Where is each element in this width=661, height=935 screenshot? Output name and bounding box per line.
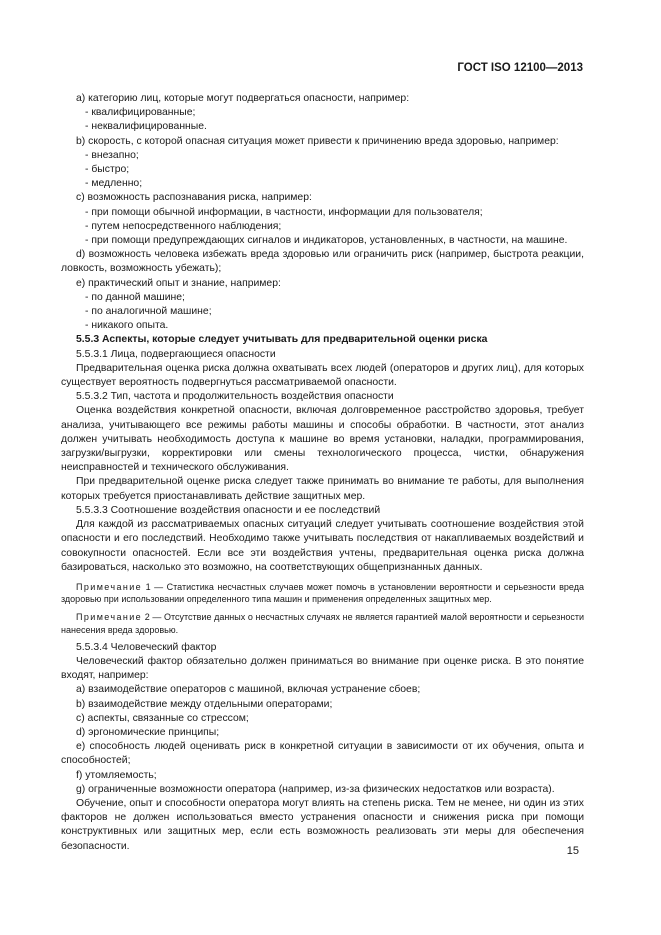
list-item: - по данной машине; [61, 291, 584, 305]
paragraph: Оценка воздействия конкретной опасности, включая долговременное расстройство здоровья, требует анализа, учитывающего все режимы работы машины и способы обработки. В частности, этот анализ должен учитывать необходимость доступа к машине во время установки, наладки, программирования, загрузки/выгрузки, корректировки или смены технологического процесса, чистки, обнаружения неисправностей и технического обслуживания. [61, 405, 584, 474]
list-item: - при помощи обычной информации, в частности, информации для пользователя; [61, 206, 584, 220]
note-label: Примечание [76, 581, 143, 592]
paragraph: e) практический опыт и знание, например: [76, 277, 281, 289]
paragraph: g) ограниченные возможности оператора (например, из-за физических недостатков или возраста). [76, 783, 555, 795]
note-paragraph [61, 611, 584, 635]
list-item: - никакого опыта. [61, 319, 584, 333]
paragraph: Человеческий фактор обязательно должен приниматься во внимание при оценке риска. В это понятие входят, например: [61, 655, 584, 682]
paragraph: e) способность людей оценивать риск в конкретной ситуации в зависимости от их обучения, опыта и способностей; [61, 741, 584, 767]
note-text: 1 — Статистика несчастных случаев может помочь в установлении вероятности и серьезности вреда здоровью при использовании определенного типа машин и применения определенных защитных мер. [61, 581, 584, 605]
paragraph: Для каждой из рассматриваемых опасных ситуаций следует учитывать соотношение воздействия этой опасности и его последствий. Необходимо также учитывать последствия от накапливаемых воздействий и совокупности опасностей. Если все эти воздействия учтены, предварительная оценка риска должна базироваться, насколько это возможно, на соответствующих общепризнанных данных. [61, 519, 584, 573]
paragraph: Предварительная оценка риска должна охватывать всех людей (операторов и других лиц), для которых существует вероятность подвергнуться рассматриваемой опасности. [61, 362, 584, 389]
paragraph: 5.5.3.3 Соотношение воздействия опасности и ее последствий [76, 504, 381, 516]
paragraph: c) аспекты, связанные со стрессом; [76, 712, 249, 724]
paragraph: a) взаимодействие операторов с машиной, включая устранение сбоев; [76, 684, 421, 696]
section-heading: 5.5.3 Аспекты, которые следует учитывать для предварительной оценки риска [76, 334, 488, 346]
paragraph: a) категорию лиц, которые могут подвергаться опасности, например: [76, 93, 410, 104]
list-item: - медленно; [61, 177, 584, 191]
paragraph: Обучение, опыт и способности оператора могут влиять на степень риска. Тем не менее, ни один из этих факторов не должен использоваться вместо устранения опасности и снижения риска при помощи конструктивных или защитных мер, если есть возможность реализовать эти меры для обеспечения безопасности. [61, 797, 584, 852]
list-item: - по аналогичной машине; [61, 305, 584, 319]
note-paragraph [61, 581, 584, 605]
paragraph: 5.5.3.2 Тип, частота и продолжительность воздействия опасности [76, 391, 394, 403]
paragraph: c) возможность распознавания риска, например: [76, 192, 312, 204]
list-item: - внезапно; [61, 149, 584, 163]
list-item: - неквалифицированные. [61, 120, 584, 134]
note-text: 2 — Отсутствие данных о несчастных случаях не является гарантией малой вероятности и серьезности нанесения вреда здоровью. [61, 612, 584, 635]
document-header: ГОСТ ISO 12100—2013 [457, 62, 583, 74]
document-body [61, 92, 584, 854]
list-item: - при помощи предупреждающих сигналов и индикаторов, установленных, в частности, на машине. [61, 234, 584, 248]
paragraph: При предварительной оценке риска следует также принимать во внимание те работы, для выполнения которых требуется приостанавливать действие защитных мер. [61, 476, 584, 502]
list-item: - путем непосредственного наблюдения; [61, 220, 584, 234]
list-item: - квалифицированные; [61, 106, 584, 120]
paragraph: b) скорость, с которой опасная ситуация может привести к причинению вреда здоровью, например: [76, 135, 559, 147]
paragraph: d) эргономические принципы; [76, 726, 220, 738]
list-item: - быстро; [61, 163, 584, 177]
paragraph: 5.5.3.4 Человеческий фактор [76, 641, 217, 653]
paragraph: b) взаимодействие между отдельными операторами; [76, 698, 333, 710]
paragraph: 5.5.3.1 Лица, подвергающиеся опасности [76, 348, 276, 360]
paragraph: d) возможность человека избежать вреда здоровью или ограничить риск (например, быстрота реакции, ловкость, возможность убежать); [61, 249, 584, 275]
note-label: Примечание [76, 612, 143, 623]
page-number: 15 [566, 845, 579, 857]
paragraph: f) утомляемость; [76, 769, 157, 781]
